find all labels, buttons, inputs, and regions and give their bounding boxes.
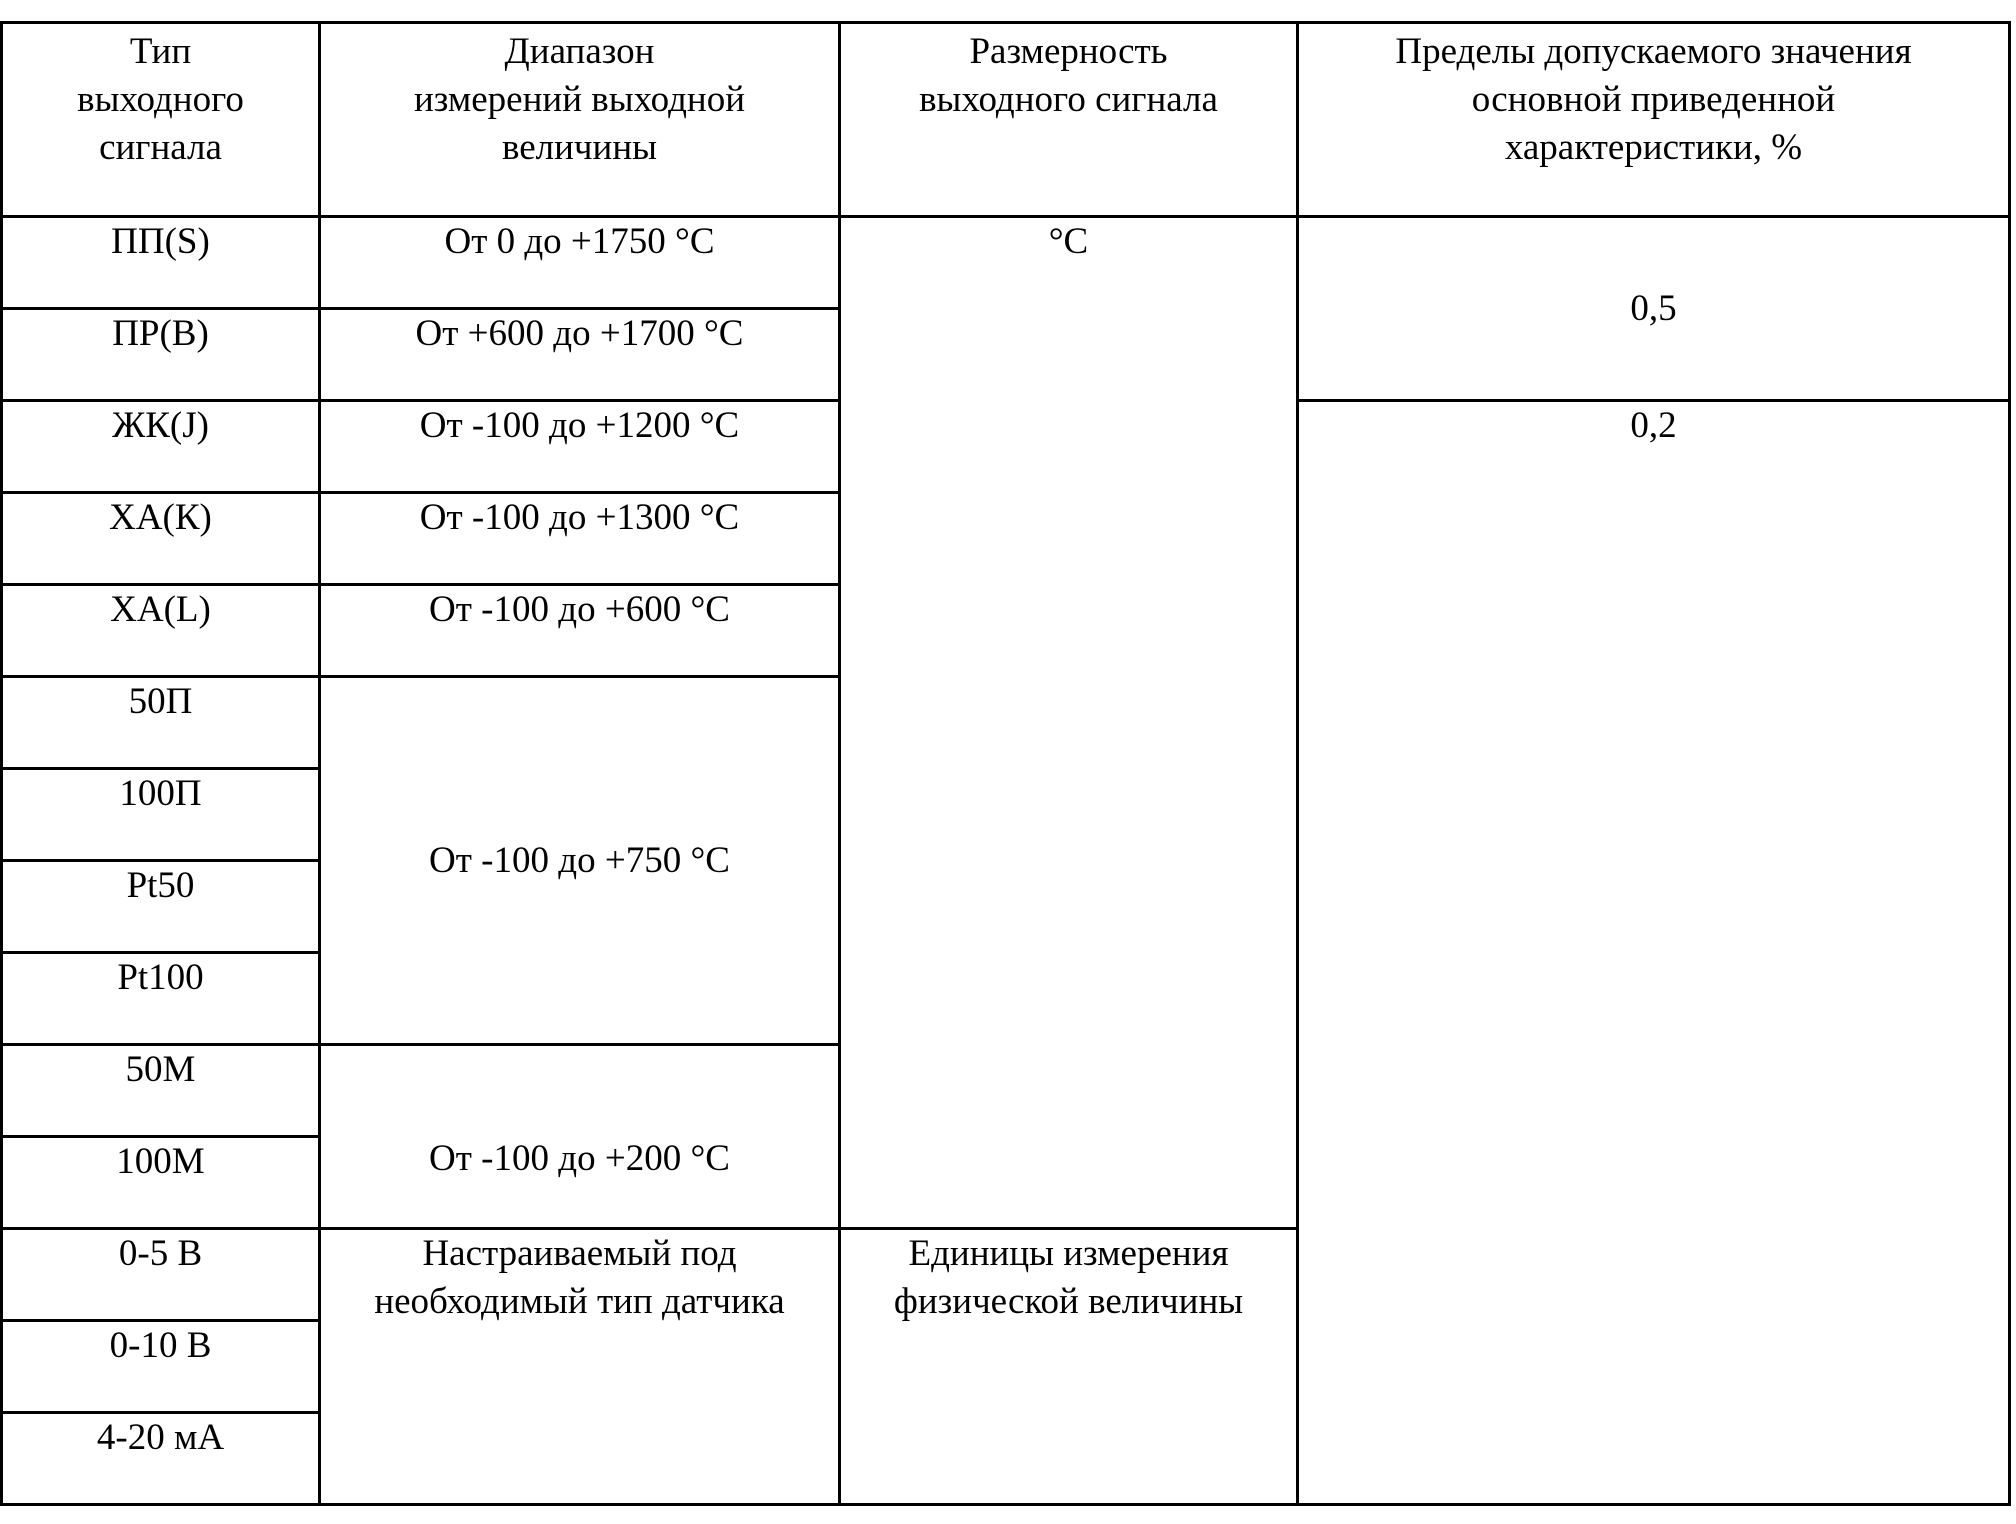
range-cell-copper: От -100 до +200 °С: [320, 1045, 840, 1229]
header-row: [2, 23, 2010, 217]
header-line: основной приведенной: [1471, 79, 1836, 120]
range-cell-rtd: От -100 до +750 °С: [320, 677, 840, 1045]
signal-type-cell: Pt100: [2, 953, 320, 1045]
range-cell-analog: [320, 1229, 840, 1505]
header-line: Диапазон: [504, 31, 655, 72]
signal-type-cell: 100П: [2, 769, 320, 861]
range-cell: От -100 до +600 °С: [320, 585, 840, 677]
header-dimension: [840, 23, 1298, 217]
dimension-line: физической величины: [893, 1281, 1244, 1322]
header-line: Размерность: [969, 31, 1168, 72]
range-cell: От +600 до +1700 °С: [320, 309, 840, 401]
range-line: необходимый тип датчика: [374, 1281, 785, 1322]
signal-type-cell: ПП(S): [2, 217, 320, 309]
range-line: Настраиваемый под: [422, 1233, 737, 1274]
signal-type-cell: 50П: [2, 677, 320, 769]
header-line: измерений выходной: [413, 79, 746, 120]
signal-type-cell: ХА(К): [2, 493, 320, 585]
signal-type-cell: ХА(L): [2, 585, 320, 677]
range-cell: От 0 до +1750 °С: [320, 217, 840, 309]
signal-type-cell: ПР(В): [2, 309, 320, 401]
error-cell-low: 0,2: [1298, 401, 2010, 1505]
signal-type-cell: 100M: [2, 1137, 320, 1229]
dimension-cell-analog: [840, 1229, 1298, 1505]
signal-type-cell: 50M: [2, 1045, 320, 1137]
header-measurement-range: [320, 23, 840, 217]
signal-type-cell: ЖК(J): [2, 401, 320, 493]
header-line: Пределы допускаемого значения: [1395, 31, 1912, 72]
signal-type-cell: 4-20 мА: [2, 1413, 320, 1505]
range-cell: От -100 до +1300 °С: [320, 493, 840, 585]
header-line: величины: [501, 127, 657, 168]
dimension-line: Единицы измерения: [908, 1233, 1229, 1274]
specification-table: [0, 21, 2011, 1506]
signal-type-cell: Pt50: [2, 861, 320, 953]
header-error-limits: [1298, 23, 2010, 217]
table-row: [2, 217, 2010, 309]
header-line: выходного сигнала: [919, 79, 1218, 120]
range-cell: От -100 до +1200 °С: [320, 401, 840, 493]
header-line: Тип: [129, 31, 192, 72]
header-signal-type: [2, 23, 320, 217]
dimension-cell-celsius: °С: [840, 217, 1298, 1229]
header-line: сигнала: [99, 127, 222, 168]
signal-type-cell: 0-5 В: [2, 1229, 320, 1321]
header-line: характеристики, %: [1504, 127, 1803, 168]
error-cell-high: 0,5: [1298, 217, 2010, 401]
header-line: выходного: [77, 79, 244, 120]
signal-type-cell: 0-10 В: [2, 1321, 320, 1413]
